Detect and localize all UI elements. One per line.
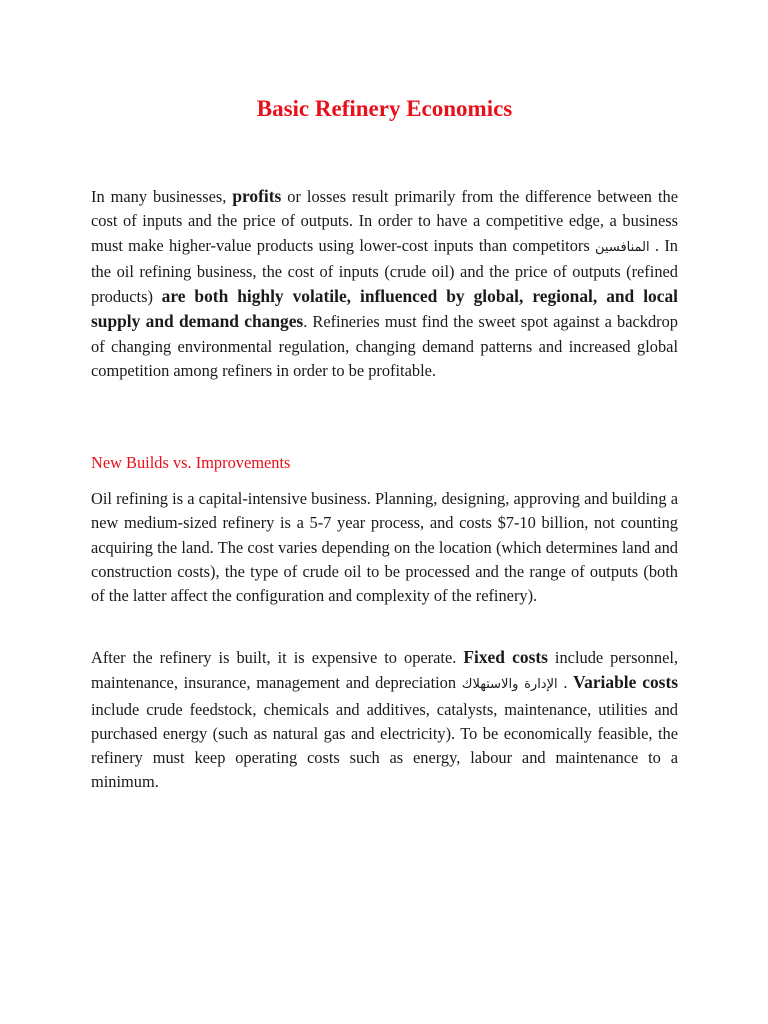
section-heading: New Builds vs. Improvements	[91, 453, 291, 472]
intro-text-4: . Refineries must find the sweet spot against a backdrop of changing environmental regulation, changing demand patterns and increased global competition among refiners in order to be profitable.	[91, 312, 679, 381]
intro-text-3: . In the oil refining business, the cost of inputs (crude oil) and the price of outputs (refined products)	[91, 235, 678, 307]
costs-bold-fixed: Fixed costs	[463, 647, 548, 667]
costs-text-1: After the refinery is built, it is expensive to operate.	[91, 648, 464, 667]
intro-bold-profits: profits	[232, 186, 282, 206]
intro-bold-volatility: are both highly volatile, influenced by global, regional, and local supply and demand changes	[91, 286, 678, 332]
costs-text-2: include personnel, maintenance, insurance, management and depreciation	[91, 648, 678, 693]
costs-arabic-depreciation: الإدارة والاستهلاك	[461, 677, 558, 693]
operating-costs-paragraph	[91, 645, 678, 795]
document-title: Basic Refinery Economics	[256, 96, 513, 121]
intro-text-1: In many businesses,	[91, 187, 233, 206]
costs-text-4: include crude feedstock, chemicals and additives, catalysts, maintenance, utilities and purchased energy (such as natural gas and electricity). To be economically feasible, the refinery must keep operating costs such as energy, labour and maintenance to a minimum.	[91, 699, 678, 792]
intro-text-2: or losses result primarily from the difference between the cost of inputs and the price of outputs. In order to have a competitive edge, a business must make higher-value products using lower-cost inputs than competitors	[91, 187, 678, 255]
intro-paragraph	[91, 184, 678, 383]
new-builds-paragraph: Oil refining is a capital-intensive business. Planning, designing, approving and building a new medium-sized refinery is a 5-7 year process, and costs $7-10 billion, not counting acquiring the land. The cost varies depending on the location (which determines land and construction costs), the type of crude oil to be processed and the range of outputs (both of the latter affect the configuration and complexity of the refinery).	[91, 489, 678, 606]
costs-text-3: .	[557, 673, 574, 693]
costs-bold-variable: Variable costs	[573, 672, 679, 693]
intro-arabic-competitors: المنافسين	[595, 239, 650, 255]
